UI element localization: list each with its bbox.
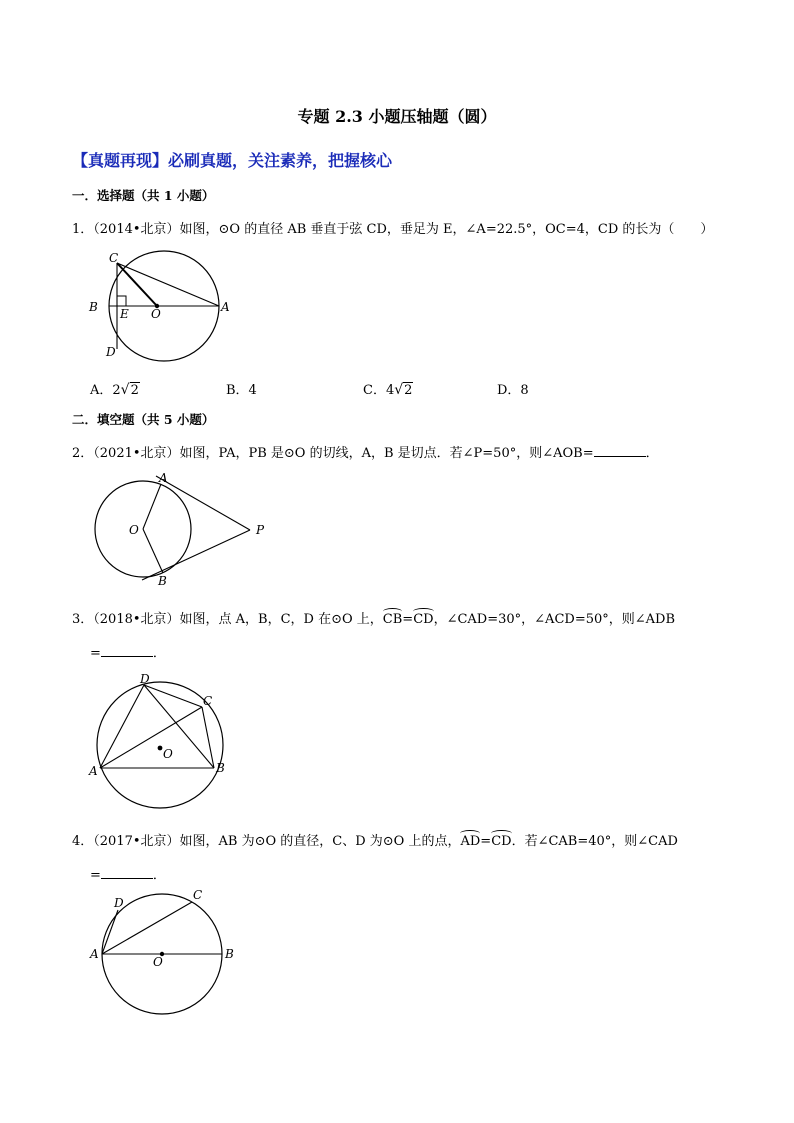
q1-label-d: D bbox=[106, 345, 116, 359]
q3-label-d: D bbox=[140, 672, 150, 686]
question-4-figure bbox=[85, 885, 240, 1015]
page-title: 专题 2.3 小题压轴题（圆） bbox=[297, 107, 497, 126]
q4-label-o: O bbox=[153, 955, 163, 969]
q3-label-o: O bbox=[163, 747, 173, 761]
q1-label-o: O bbox=[151, 307, 161, 321]
answer-blank-3[interactable] bbox=[101, 644, 153, 657]
q2-label-a: A bbox=[159, 471, 168, 485]
question-2-text: 2．（2021•北京）如图，PA，PB 是⊙O 的切线，A，B 是切点．若∠P=50°，则∠AOB= ． bbox=[72, 446, 659, 461]
question-4-line2: = ． bbox=[90, 868, 166, 883]
answer-blank-2[interactable] bbox=[594, 444, 646, 457]
q3-label-a: A bbox=[89, 764, 98, 778]
q4-label-a: A bbox=[90, 947, 99, 961]
option-a: A．2√2 bbox=[90, 382, 139, 398]
question-1-figure bbox=[80, 245, 250, 370]
q4-label-b: B bbox=[225, 947, 234, 961]
section-heading-fill: 二．填空题（共 5 小题） bbox=[72, 412, 215, 427]
q3-label-b: B bbox=[216, 761, 225, 775]
q2-label-o: O bbox=[129, 523, 139, 537]
q2-label-b: B bbox=[158, 574, 167, 588]
question-4-text: 4．（2017•北京）如图，AB 为⊙O 的直径，C、D 为⊙O 上的点，AD=CD．若∠CAB=40°，则∠CAD bbox=[72, 830, 678, 849]
question-2-figure bbox=[88, 468, 268, 590]
question-3-line2: = ． bbox=[90, 646, 166, 661]
question-3-text: 3．（2018•北京）如图，点 A，B，C，D 在⊙O 上，CB=CD，∠CAD=30°，∠ACD=50°，则∠ADB bbox=[72, 608, 675, 627]
q1-label-e: E bbox=[120, 307, 129, 321]
option-d: D．8 bbox=[497, 383, 529, 398]
section-heading-choice: 一．选择题（共 1 小题） bbox=[72, 188, 215, 203]
option-b: B．4 bbox=[226, 383, 257, 398]
q2-label-p: P bbox=[256, 523, 265, 537]
q3-label-c: C bbox=[203, 694, 213, 708]
q4-label-d: D bbox=[114, 896, 124, 910]
q1-label-c: C bbox=[109, 251, 119, 265]
section-banner: 【真题再现】必刷真题，关注素养，把握核心 bbox=[72, 151, 393, 170]
option-c: C．4√2 bbox=[363, 382, 413, 398]
answer-blank-4[interactable] bbox=[101, 866, 153, 879]
question-1-text: 1．（2014•北京）如图，⊙O 的直径 AB 垂直于弦 CD，垂足为 E，∠A=22.5°，OC=4，CD 的长为（ ） bbox=[72, 222, 714, 237]
q4-label-c: C bbox=[193, 888, 203, 902]
question-3-figure bbox=[85, 668, 235, 813]
q1-label-a: A bbox=[221, 300, 230, 314]
q1-label-b: B bbox=[89, 300, 98, 314]
